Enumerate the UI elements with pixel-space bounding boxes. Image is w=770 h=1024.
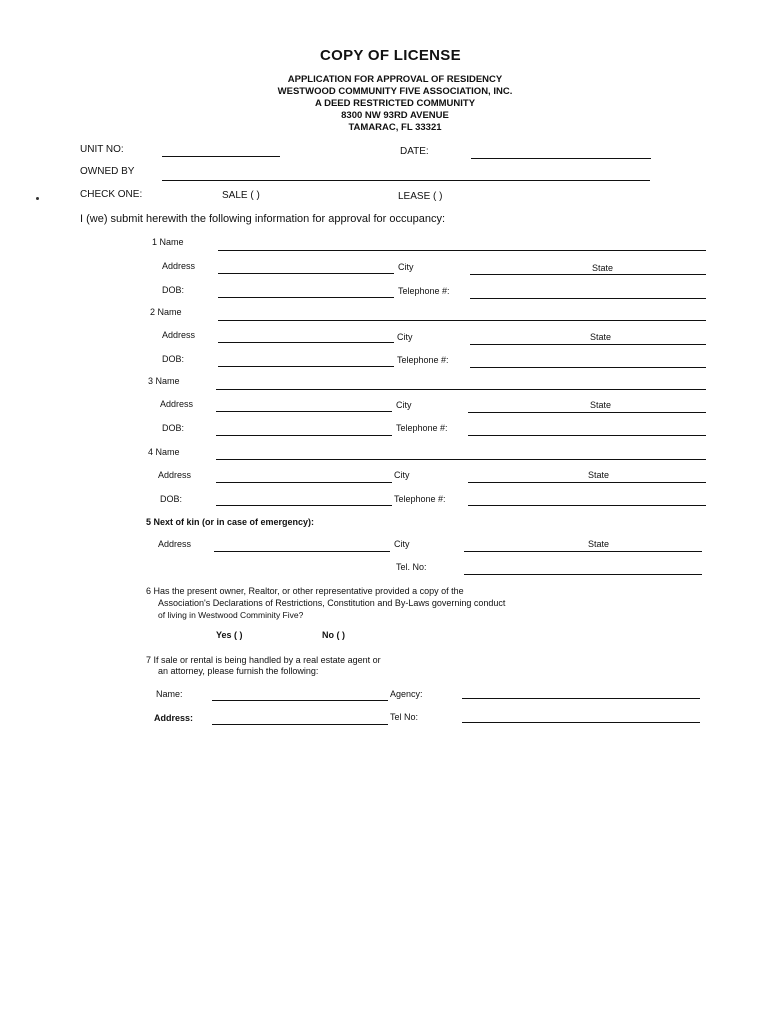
question-7-line-1: 7 If sale or rental is being handled by a real estate agent or [146, 655, 381, 665]
applicant-2-telephone-field[interactable] [470, 367, 706, 368]
applicant-2-dob-field[interactable] [218, 366, 394, 367]
applicant-3-state-label: State [590, 400, 612, 410]
question-6-line-2: Association's Declarations of Restrictions, Constitution and By-Laws governing conduct [158, 598, 506, 608]
date-label: DATE: [400, 146, 429, 157]
check-one-label: CHECK ONE: [80, 189, 143, 200]
agency-field[interactable] [462, 698, 700, 699]
applicant-4-address-label: Address [158, 470, 192, 480]
applicant-2-name-label: 2 Name [150, 307, 182, 317]
applicant-3-city-field[interactable] [468, 412, 706, 413]
question-6-line-1: 6 Has the present owner, Realtor, or other representative provided a copy of the [146, 586, 464, 596]
header-line-5: TAMARAC, FL 33321 [348, 122, 442, 133]
applicant-4-city-label: City [394, 470, 410, 480]
next-of-kin-state-label: State [588, 539, 610, 549]
applicant-4-dob-field[interactable] [216, 505, 392, 506]
agent-name-label: Name: [156, 689, 183, 699]
applicant-1-city-label: City [398, 262, 414, 272]
applicant-1-city-field[interactable] [470, 274, 706, 275]
agent-tel-label: Tel No: [390, 712, 419, 722]
lease-checkbox[interactable]: LEASE ( ) [398, 191, 443, 202]
applicant-4-name-label: 4 Name [148, 447, 180, 457]
applicant-2-telephone-label: Telephone #: [397, 355, 449, 365]
applicant-1-name-label: 1 Name [152, 237, 184, 247]
applicant-4-address-field[interactable] [216, 482, 392, 483]
applicant-1-telephone-field[interactable] [470, 298, 706, 299]
applicant-2-name-field[interactable] [218, 320, 706, 321]
agent-address-field[interactable] [212, 724, 388, 725]
question-6-yes-checkbox[interactable]: Yes ( ) [216, 630, 243, 640]
applicant-1-address-label: Address [162, 261, 196, 271]
applicant-1-state-label: State [592, 263, 614, 273]
agent-name-field[interactable] [212, 700, 388, 701]
owned-by-label: OWNED BY [80, 166, 135, 177]
applicant-4-telephone-label: Telephone #: [394, 494, 446, 504]
agency-label: Agency: [390, 689, 423, 699]
question-6-no-checkbox[interactable]: No ( ) [322, 630, 345, 640]
next-of-kin-address-label: Address [158, 539, 192, 549]
applicant-3-city-label: City [396, 400, 412, 410]
date-field[interactable] [471, 158, 651, 159]
applicant-2-dob-label: DOB: [162, 354, 185, 364]
header-line-4: 8300 NW 93RD AVENUE [341, 110, 449, 121]
applicant-4-name-field[interactable] [216, 459, 706, 460]
applicant-1-name-field[interactable] [218, 250, 706, 251]
unit-no-label: UNIT NO: [80, 144, 124, 155]
applicant-1-dob-label: DOB: [162, 285, 185, 295]
applicant-3-address-field[interactable] [216, 411, 392, 412]
applicant-4-state-label: State [588, 470, 610, 480]
applicant-1-dob-field[interactable] [218, 297, 394, 298]
applicant-2-address-label: Address [162, 330, 196, 340]
applicant-3-name-label: 3 Name [148, 376, 180, 386]
next-of-kin-city-field[interactable] [464, 551, 702, 552]
owned-by-field[interactable] [162, 180, 650, 181]
intro-text: I (we) submit herewith the following information for approval for occupancy: [80, 213, 446, 225]
unit-no-field[interactable] [162, 156, 280, 157]
applicant-3-telephone-label: Telephone #: [396, 423, 448, 433]
applicant-1-address-field[interactable] [218, 273, 394, 274]
applicant-2-address-field[interactable] [218, 342, 394, 343]
form-title: COPY OF LICENSE [320, 47, 461, 64]
question-7-line-2: an attorney, please furnish the following: [158, 666, 319, 676]
agent-tel-field[interactable] [462, 722, 700, 723]
header-line-1: APPLICATION FOR APPROVAL OF RESIDENCY [287, 74, 503, 85]
next-of-kin-city-label: City [394, 539, 410, 549]
header-line-3: A DEED RESTRICTED COMMUNITY [314, 98, 476, 109]
next-of-kin-tel-label: Tel. No: [396, 562, 427, 572]
next-of-kin-address-field[interactable] [214, 551, 390, 552]
applicant-2-state-label: State [590, 332, 612, 342]
header-line-2: WESTWOOD COMMUNITY FIVE ASSOCIATION, INC. [277, 86, 513, 97]
applicant-4-telephone-field[interactable] [468, 505, 706, 506]
applicant-1-telephone-label: Telephone #: [398, 286, 450, 296]
applicant-3-dob-label: DOB: [162, 423, 185, 433]
next-of-kin-label: 5 Next of kin (or in case of emergency): [146, 517, 315, 527]
applicant-3-dob-field[interactable] [216, 435, 392, 436]
agent-address-label: Address: [154, 713, 194, 723]
applicant-4-city-field[interactable] [468, 482, 706, 483]
question-6-line-3: of living in Westwood Comminity Five? [158, 610, 304, 620]
applicant-3-address-label: Address [160, 399, 194, 409]
applicant-4-dob-label: DOB: [160, 494, 183, 504]
applicant-3-telephone-field[interactable] [468, 435, 706, 436]
applicant-2-city-field[interactable] [470, 344, 706, 345]
applicant-3-name-field[interactable] [216, 389, 706, 390]
scan-dot [36, 197, 39, 200]
sale-checkbox[interactable]: SALE ( ) [222, 190, 260, 201]
applicant-2-city-label: City [397, 332, 413, 342]
next-of-kin-tel-field[interactable] [464, 574, 702, 575]
